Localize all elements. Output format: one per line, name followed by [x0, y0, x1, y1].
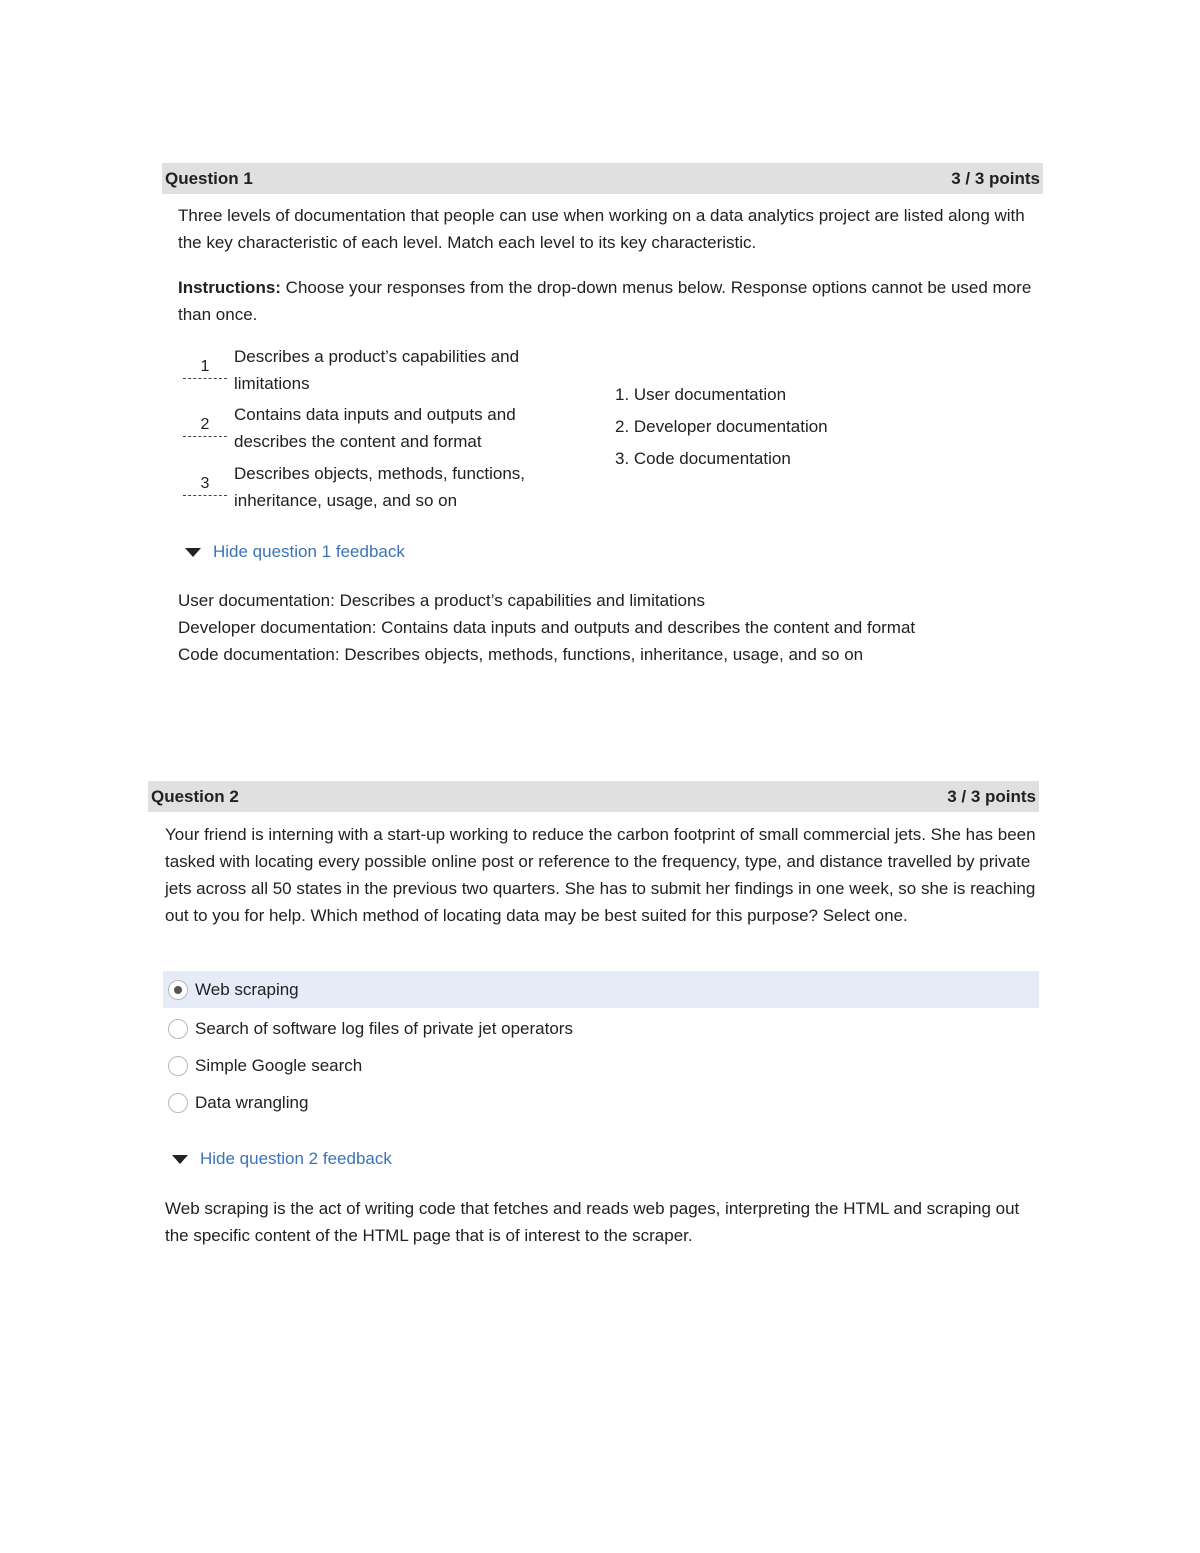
hide-question-1-feedback-link[interactable]: [185, 542, 405, 562]
match-options-list: [615, 381, 1035, 477]
question-2-prompt-text: Your friend is interning with a start-up working to reduce the carbon footprint of small commercial jets. She has been tasked with locating every possible online post or reference to the frequency, type, and distance travelled by private jets across all 50 states in the previous two quarters. She has to submit her findings in one week, so she is reaching out to you for help. Which method of locating data may be best suited for this purpose? Select one.: [165, 825, 1036, 925]
match-row-2: [183, 401, 563, 455]
choice-label: Web scraping: [195, 979, 299, 999]
caret-down-icon: [185, 548, 201, 557]
choice-label: Search of software log files of private jet operators: [195, 1018, 573, 1038]
match-dropdown-1[interactable]: 1: [183, 357, 227, 383]
feedback-line-3: Code documentation: Describes objects, methods, functions, inheritance, usage, and so on: [178, 645, 864, 664]
question-2-feedback-text: Web scraping is the act of writing code that fetches and reads web pages, interpreting the HTML and scraping out the specific content of the HTML page that is of interest to the scraper.: [165, 1199, 1020, 1245]
question-2-header: [148, 781, 1039, 812]
question-1-instructions: [178, 274, 1038, 328]
choice-label: Simple Google search: [195, 1055, 363, 1075]
match-option-2: 2. Developer documentation: [615, 417, 828, 436]
hide-question-2-feedback-link[interactable]: [172, 1149, 392, 1169]
radio-selected-icon[interactable]: [168, 980, 188, 1000]
radio-icon[interactable]: [168, 1056, 188, 1076]
radio-icon[interactable]: [168, 1019, 188, 1039]
question-2-feedback: [165, 1195, 1035, 1249]
feedback-toggle-label-2: Hide question 2 feedback: [200, 1149, 392, 1168]
match-description-2: Contains data inputs and outputs and describes the content and format: [234, 405, 516, 451]
match-option-3: 3. Code documentation: [615, 449, 791, 468]
question-1-header: [162, 163, 1043, 194]
choice-simple-google-search[interactable]: [163, 1047, 1039, 1084]
feedback-line-2: Developer documentation: Contains data inputs and outputs and describes the content and format: [178, 618, 916, 637]
choice-software-log-files[interactable]: [163, 1010, 1039, 1047]
match-dropdown-2[interactable]: 2: [183, 415, 227, 441]
match-row-3: [183, 460, 563, 514]
match-option-1: 1. User documentation: [615, 385, 787, 404]
instructions-text: Choose your responses from the drop-down menus below. Response options cannot be used more than once.: [178, 278, 1032, 324]
caret-down-icon: [172, 1155, 188, 1164]
question-2-prompt: [165, 821, 1040, 929]
feedback-line-1: User documentation: Describes a product’s capabilities and limitations: [178, 591, 705, 610]
question-2-title: Question 2: [151, 786, 239, 806]
match-description-3: Describes objects, methods, functions, inheritance, usage, and so on: [234, 464, 526, 510]
question-1-prompt-text: Three levels of documentation that people can use when working on a data analytics project are listed along with the key characteristic of each level. Match each level to its key characteristic.: [178, 206, 1025, 252]
match-row-1: [183, 343, 563, 397]
radio-icon[interactable]: [168, 1093, 188, 1113]
choice-data-wrangling[interactable]: [163, 1084, 1039, 1121]
feedback-toggle-label-1: Hide question 1 feedback: [213, 542, 405, 561]
question-1-feedback: [178, 587, 1038, 668]
question-2-points: 3 / 3 points: [947, 786, 1036, 806]
question-1-points: 3 / 3 points: [951, 168, 1040, 188]
choice-web-scraping[interactable]: [163, 971, 1039, 1008]
question-1-prompt: [178, 202, 1038, 256]
choice-label: Data wrangling: [195, 1092, 309, 1112]
instructions-label: Instructions:: [178, 278, 281, 297]
match-description-1: Describes a product’s capabilities and limitations: [234, 347, 520, 393]
match-dropdown-3[interactable]: 3: [183, 474, 227, 500]
question-1-title: Question 1: [165, 168, 253, 188]
